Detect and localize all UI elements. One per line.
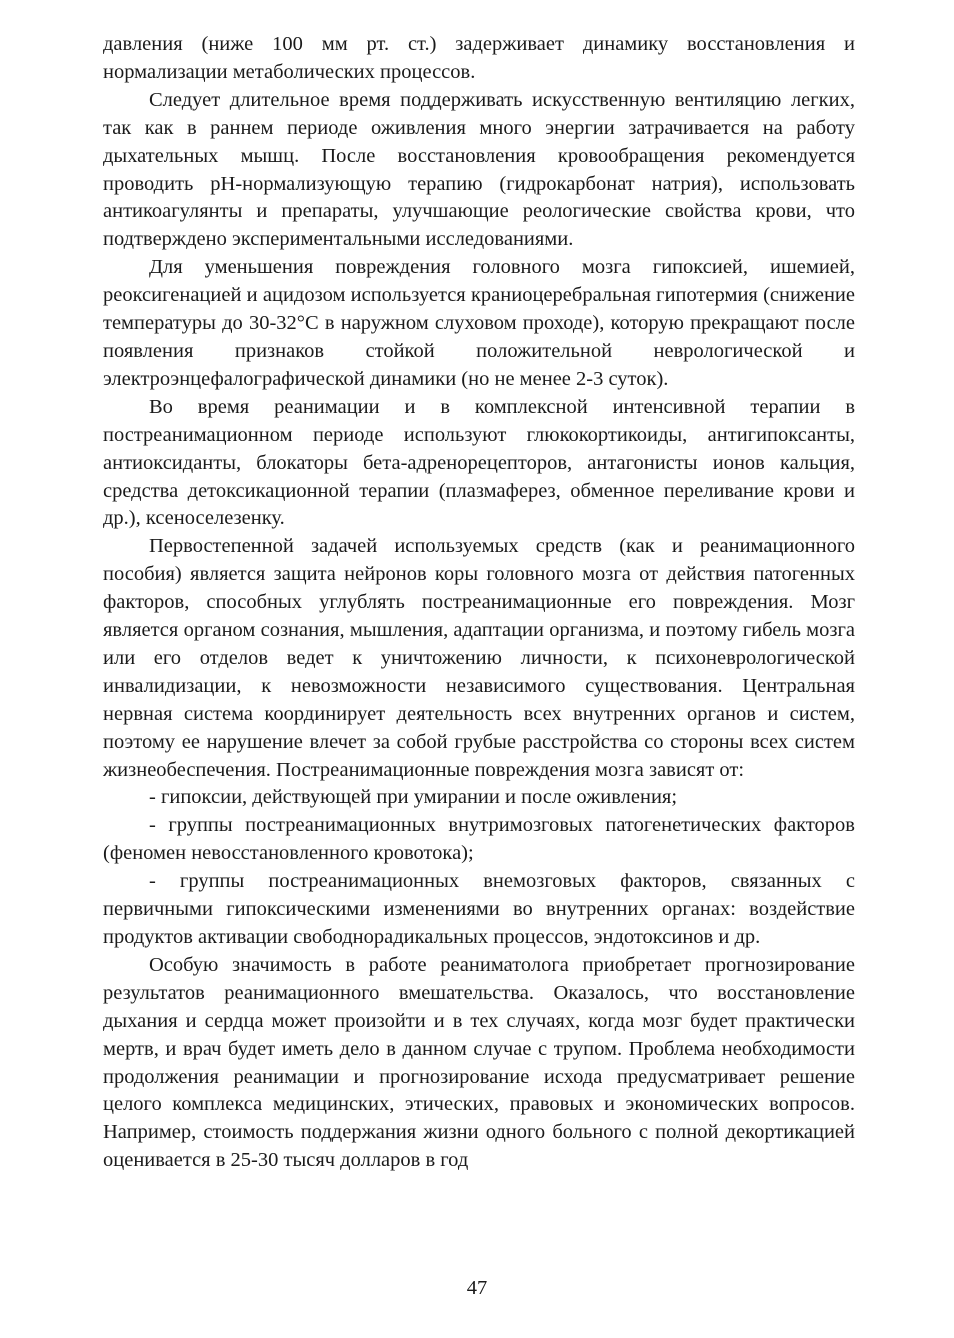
paragraph-4: Во время реанимации и в комплексной интенсивной терапии в постреанимационном периоде используют глюкокортикоиды, антигипоксанты, антиоксиданты, блокаторы бета-адренорецепторов, антагонисты ионов кальция, средства детоксикационной терапии (плазмаферез, обменное переливание крови и др.), ксеноселезенку.	[103, 395, 855, 530]
paragraph-3: Для уменьшения повреждения головного мозга гипоксией, ишемией, реоксигенацией и ацидозом используется краниоцеребральная гипотермия (снижение температуры до 30-32°С в наружном слуховом проходе), которую прекращают после появления признаков стойкой положительной неврологической и электроэнцефалографической динамики (но не менее 2-3 суток).	[103, 256, 855, 390]
paragraph-5: Первостепенной задачей используемых средств (как и реанимационного пособия) является защита нейронов коры головного мозга от действия патогенных факторов, способных углублять постреанимационные его повреждения. Мозг является органом сознания, мышления, адаптации организма, и поэтому гибель мозга или его отделов ведет к уничтожению личности, к психоневрологической инвалидизации, к невозможности независимого существования. Центральная нервная система координирует деятельность всех внутренних органов и систем, поэтому ее нарушение влечет за собой грубые расстройства со стороны всех систем жизнеобеспечения. Постреанимационные повреждения мозга зависят от:	[103, 535, 855, 781]
page-body	[103, 31, 855, 1175]
list-item-2: - группы постреанимационных внутримозговых патогенетических факторов (феномен невосстановленного кровотока);	[103, 814, 855, 865]
page-number: 47	[466, 1277, 488, 1299]
paragraph-2: Следует длительное время поддерживать искусственную вентиляцию легких, так как в раннем периоде оживления много энергии затрачивается на работу дыхательных мышц. После восстановления кровообращения рекомендуется проводить pH-нормализующую терапию (гидрокарбонат натрия), использовать антикоагулянты и препараты, улучшающие реологические свойства крови, что подтверждено экспериментальными исследованиями.	[103, 88, 855, 251]
list-item-1: - гипоксии, действующей при умирании и после оживления;	[149, 786, 678, 809]
paragraph-6: Особую значимость в работе реаниматолога приобретает прогнозирование результатов реанимационного вмешательства. Оказалось, что восстановление дыхания и сердца может произойти и в тех случаях, когда мозг будет практически мертв, и врач будет иметь дело в данном случае с трупом. Проблема необходимости продолжения реанимации и прогнозирование исхода предусматривает решение целого комплекса медицинских, этических, правовых и экономических вопросов. Например, стоимость поддержания жизни одного больного с полной декортикацией оценивается в 25-30 тысяч долларов в год	[103, 953, 855, 1172]
list-item-3: - группы постреанимационных внемозговых факторов, связанных с первичными гипоксическими изменениями во внутренних органах: воздействие продуктов активации свободнорадикальных процессов, эндотоксинов и др.	[103, 870, 855, 948]
paragraph-1: давления (ниже 100 мм рт. ст.) задерживает динамику восстановления и нормализации метаболических процессов.	[103, 33, 855, 83]
